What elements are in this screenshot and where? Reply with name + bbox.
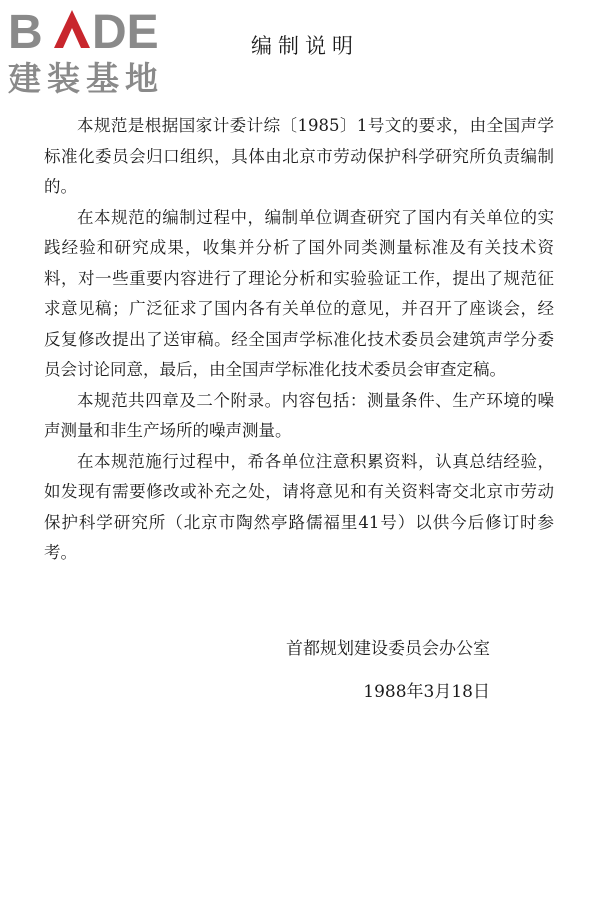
paragraph-4: 在本规范施行过程中，希各单位注意积累资料，认真总结经验，如发现有需要修改或补充之处，请将意见和有关资料寄交北京市劳动保护科学研究所（北京市陶然亭路儒福里41号）以供今后修订时参考。 [44,451,554,562]
issue-date: 1988年3月18日 [363,682,490,702]
paragraph-3: 本规范共四章及二个附录。内容包括：测量条件、生产环境的噪声测量和非生产场所的噪声测量。 [44,390,554,440]
logo-subtitle: 建装基地 [8,59,164,96]
document-body [44,111,554,569]
paragraph-2: 在本规范的编制过程中，编制单位调查研究了国内有关单位的实践经验和研究成果，收集并分析了国外同类测量标准及有关技术资料，对一些重要内容进行了理论分析和实验验证工作，提出了规范征求意见稿；广泛征求了国内各有关单位的意见，并召开了座谈会，经反复修改提出了送审稿。经全国声学标准化技术委员会建筑声学分委员会讨论同意，最后，由全国声学标准化技术委员会审查定稿。 [44,207,554,379]
document-title: 编制说明 [251,34,359,58]
paragraph-1: 本规范是根据国家计委计综〔1985〕1号文的要求，由全国声学标准化委员会归口组织，具体由北京市劳动保护科学研究所负责编制的。 [44,116,554,196]
issuer-signature: 首都规划建设委员会办公室 [286,639,490,659]
logo-letter-b: B [8,6,43,59]
logo-letters-de: DE [92,6,159,59]
